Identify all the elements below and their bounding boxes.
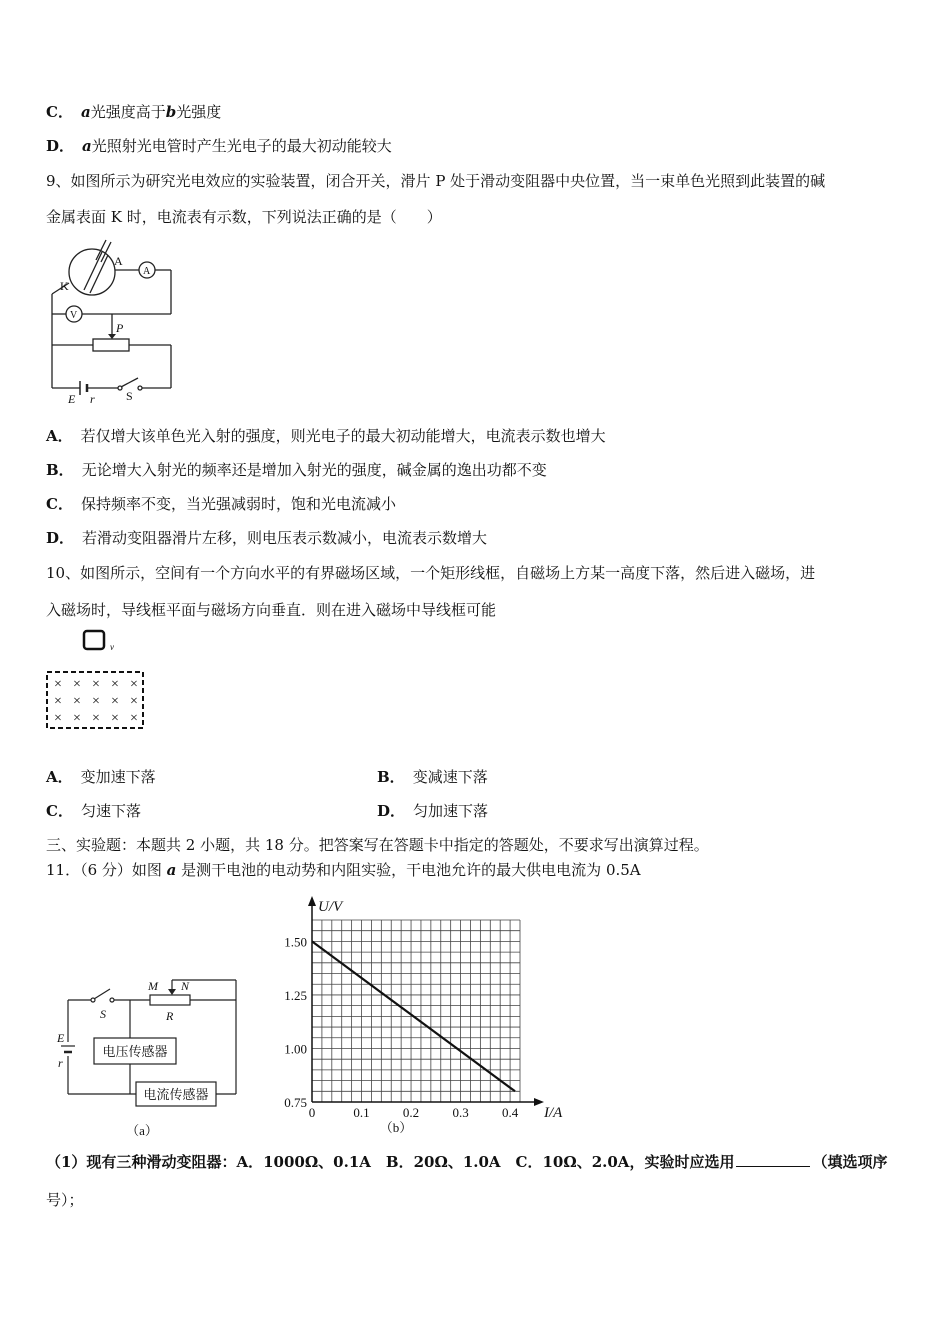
field-mark-icon: × — [130, 694, 138, 709]
field-mark-icon: × — [111, 694, 119, 709]
current-sensor-label: 电流传感器 — [143, 1087, 209, 1102]
chart-axes — [308, 896, 544, 1106]
field-mark-icon: × — [73, 677, 81, 692]
label-r: r — [90, 392, 95, 406]
q9-option-c: C． 保持频率不变，当光强减弱时，饱和光电流减小 — [46, 495, 396, 513]
chart-caption: （b） — [379, 1120, 413, 1135]
chart-grid — [312, 920, 520, 1102]
label-n: N — [181, 979, 190, 993]
q10-option-c: C． 匀速下落 — [46, 802, 141, 820]
field-mark-icon: × — [130, 677, 138, 692]
field-mark-icon: × — [92, 677, 100, 692]
q9-option-d: D． 若滑动变阻器滑片左移，则电压表示数减小，电流表示数增大 — [46, 529, 488, 547]
rheostat-r — [150, 995, 190, 1005]
y-tick-label: 1.50 — [284, 934, 307, 950]
field-mark-icon: × — [54, 694, 62, 709]
wire-frame — [84, 631, 104, 649]
q8-option-d: D． a光照射光电管时产生光电子的最大初动能较大 — [46, 137, 392, 155]
label-k: K — [60, 279, 69, 293]
x-tick-label: 0.1 — [353, 1105, 370, 1120]
section-3-heading: 三、实验题：本题共 2 小题，共 18 分。把答案写在答题卡中指定的答题处，不要求写出演算过程。 — [46, 836, 709, 854]
label-r-resistor: R — [166, 1009, 174, 1023]
voltage-sensor-label: 电压传感器 — [102, 1044, 168, 1059]
q11-circuit-a — [50, 972, 246, 1144]
x-tick-label: 0 — [308, 1105, 316, 1120]
label-e: E — [68, 392, 76, 406]
q11-sub1: （1）现有三种滑动变阻器：A．1000Ω、0.1A B．20Ω、1.0A C．10Ω、2.0A，实验时应选用 （填选项序 — [46, 1153, 888, 1171]
x-tick-label: 0.4 — [501, 1105, 519, 1120]
label-m: M — [148, 979, 158, 993]
q10-option-a: A． 变加速下落 — [46, 768, 156, 786]
y-tick-label: 1.00 — [284, 1041, 307, 1057]
label-s: S — [100, 1007, 106, 1021]
x-axis-label: I/A — [544, 1105, 563, 1121]
q9-option-b: B． 无论增大入射光的频率还是增加入射光的强度，碱金属的逸出功都不变 — [46, 461, 547, 479]
label-p: P — [116, 321, 124, 335]
circuit-caption: （a） — [126, 1123, 158, 1138]
label-a: A — [114, 254, 123, 268]
q10-option-b: B． 变减速下落 — [377, 768, 488, 786]
y-tick-label: 1.25 — [284, 987, 307, 1003]
q10-option-d: D． 匀加速下落 — [377, 802, 489, 820]
label-e: E — [57, 1031, 65, 1045]
field-mark-icon: × — [54, 677, 62, 692]
q9-option-a: A． 若仅增大该单色光入射的强度，则光电子的最大初动能增大，电流表示数也增大 — [46, 427, 606, 445]
q11-ui-chart — [266, 892, 576, 1144]
field-mark-icon: × — [54, 711, 62, 726]
q11-stem: 11．（6 分）如图 a 是测干电池的电动势和内阻实验，干电池允许的最大供电电流为 0.5A — [46, 861, 641, 879]
q10-stem-line1: 10、如图所示，空间有一个方向水平的有界磁场区域，一个矩形线框，自磁场上方某一高度下落，然后进入磁场，进 — [46, 564, 816, 582]
field-mark-icon: × — [111, 711, 119, 726]
x-axis-arrow-icon — [534, 1098, 544, 1106]
label-s: S — [126, 389, 133, 403]
field-mark-icon: × — [130, 711, 138, 726]
rheostat — [93, 339, 129, 351]
q11-sub1-line2: 号）； — [46, 1191, 84, 1209]
x-tick-label: 0.2 — [402, 1105, 420, 1120]
field-mark-icon: × — [73, 694, 81, 709]
field-mark-icon: × — [73, 711, 81, 726]
x-tick-label: 0.3 — [452, 1105, 469, 1120]
y-tick-label: 0.75 — [284, 1095, 307, 1110]
ammeter-letter: A — [143, 266, 151, 277]
q10-magnetic-field-figure — [44, 628, 154, 732]
field-mark-icon: × — [111, 677, 119, 692]
label-r-internal: r — [58, 1056, 63, 1070]
field-mark-icon: × — [92, 694, 100, 709]
q9-stem-line1: 9、如图所示为研究光电效应的实验装置，闭合开关，滑片 P 处于滑动变阻器中央位置，当一束单色光照到此装置的碱 — [46, 172, 826, 190]
answer-blank[interactable] — [736, 1152, 810, 1167]
voltmeter-letter: V — [70, 310, 78, 321]
y-axis-arrow-icon — [308, 896, 316, 906]
q9-stem-line2: 金属表面 K 时，电流表有示数，下列说法正确的是（ ） — [46, 208, 442, 226]
q10-stem-line2: 入磁场时，导线框平面与磁场方向垂直．则在进入磁场中导线框可能 — [46, 601, 497, 619]
field-mark-icon: × — [92, 711, 100, 726]
frame-tag: v — [110, 642, 114, 652]
q9-photoelectric-circuit — [40, 238, 180, 408]
q8-option-c: C． a光强度高于b光强度 — [46, 103, 222, 121]
y-axis-label: U/V — [318, 899, 343, 915]
